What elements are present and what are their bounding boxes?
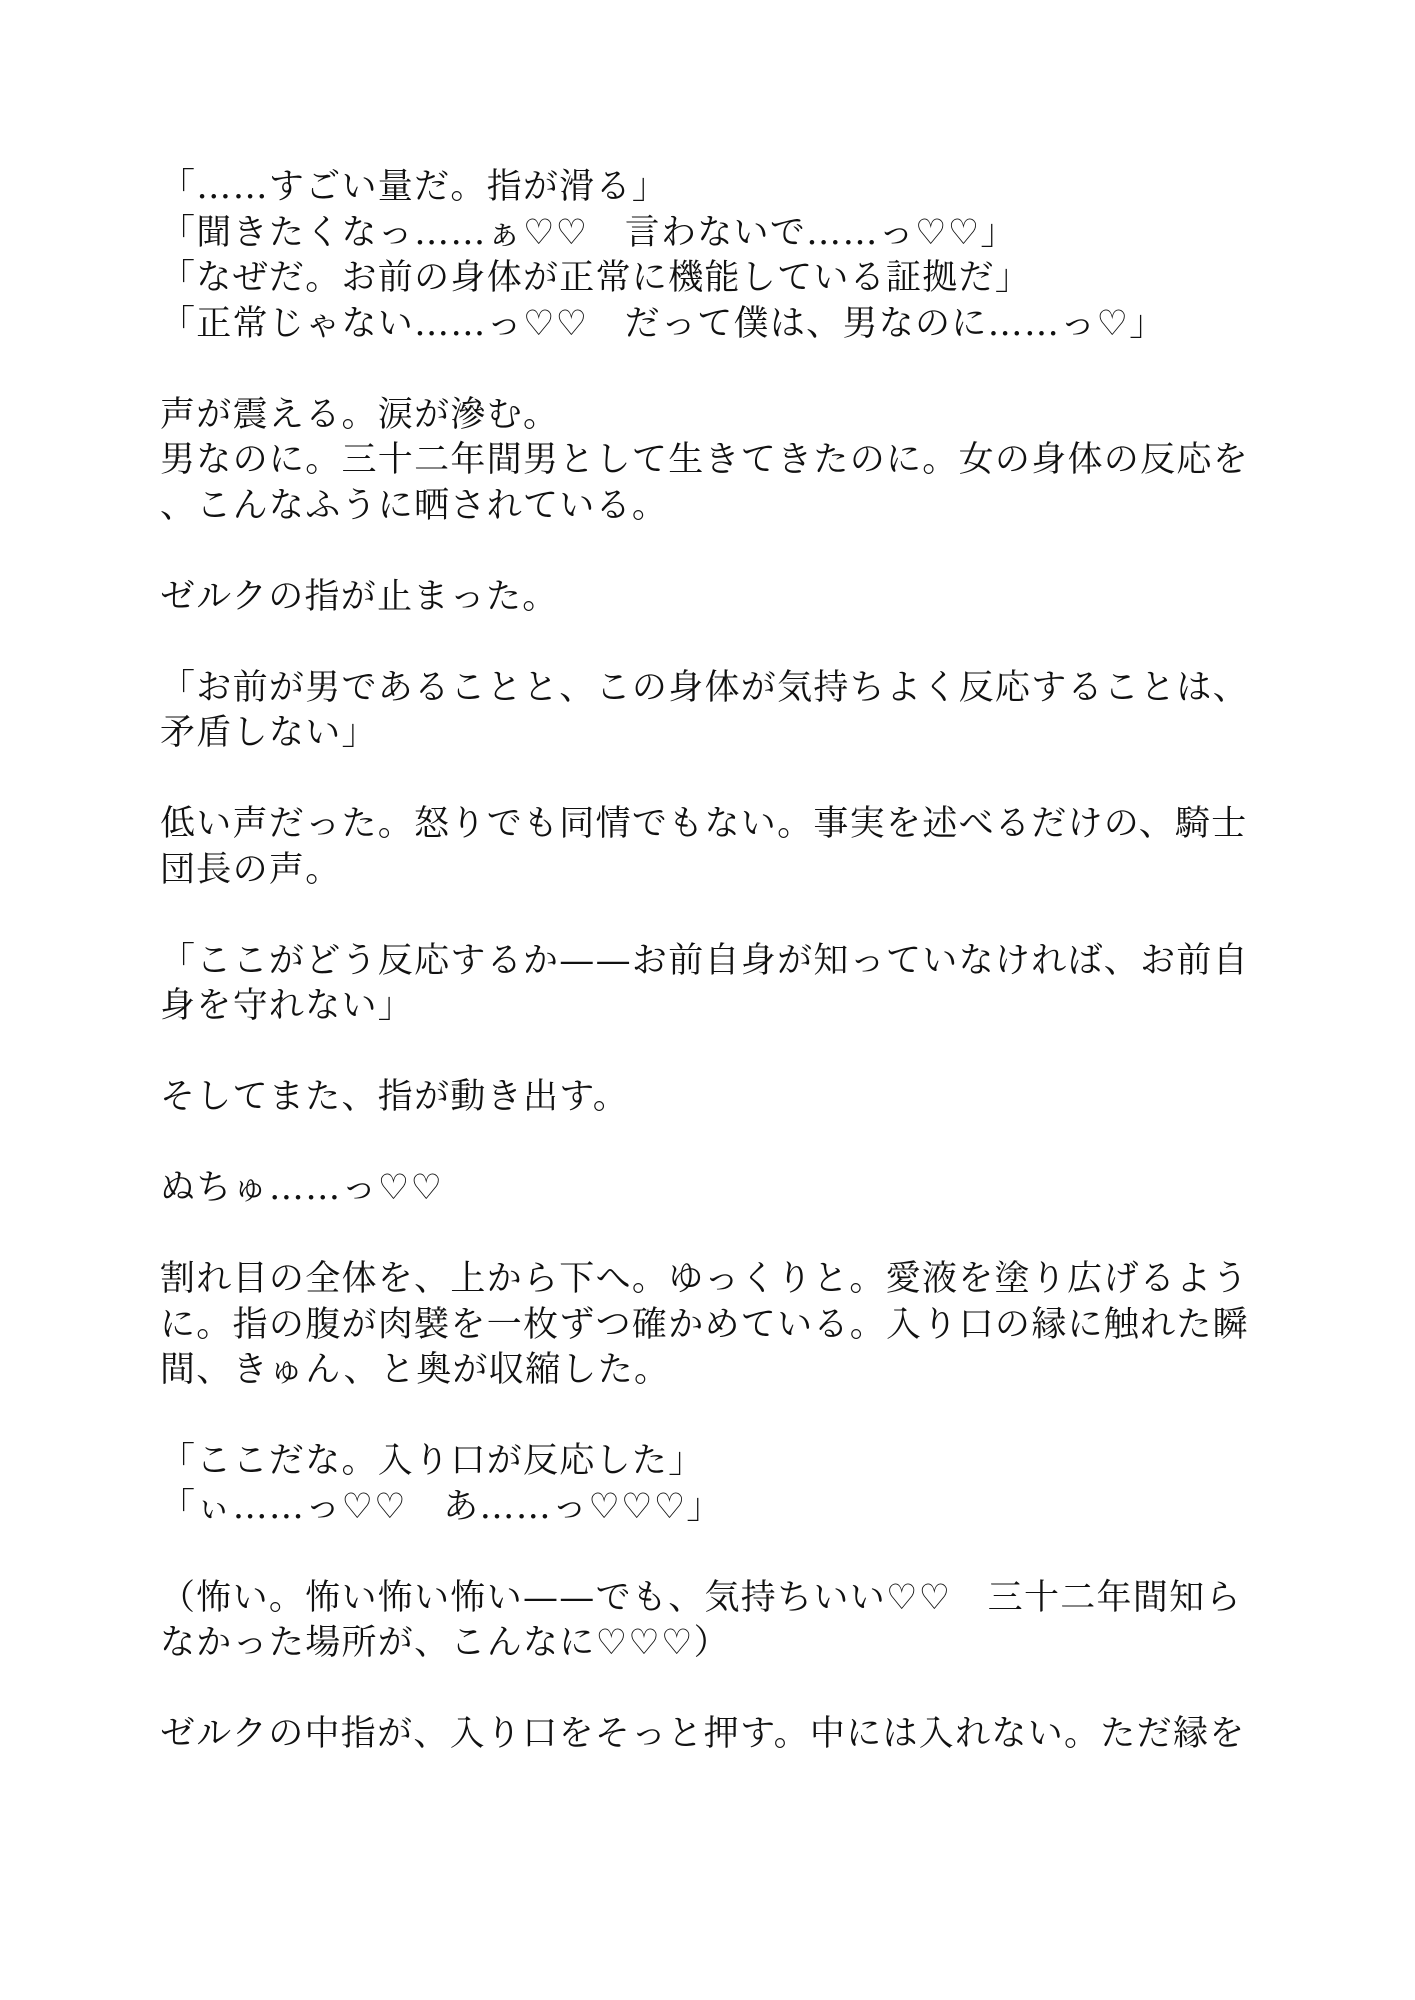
paragraph (160, 575, 1257, 621)
text-line: 「聞きたくなっ……ぁ♡♡ 言わないで……っ♡♡」 (160, 212, 1017, 253)
paragraph (160, 393, 1257, 530)
text-line: 低い声だった。怒りでも同情でもない。事実を述べるだけの、騎士 (160, 804, 1248, 844)
text-line: （怖い。怖い怖い怖い——でも、気持ちいい♡♡ 三十二年間知ら (160, 1577, 1242, 1618)
paragraph (160, 666, 1257, 757)
text-line: 「正常じゃない……っ♡♡ だって僕は、男なのに……っ♡」 (160, 303, 1166, 344)
text-line: 声が震える。涙が滲む。 (160, 394, 560, 435)
text-line: そしてまた、指が動き出す。 (160, 1077, 630, 1117)
text-line: なかった場所が、こんなに♡♡♡） (160, 1623, 730, 1663)
paragraph (160, 165, 1257, 347)
paragraph (160, 1257, 1257, 1394)
text-line: 団長の声。 (160, 849, 342, 890)
text-line: 割れ目の全体を、上から下へ。ゆっくりと。愛液を塗り広げるよう (160, 1259, 1249, 1299)
paragraph (160, 1576, 1257, 1667)
paragraph (160, 1166, 1257, 1212)
text-line: ぬちゅ……っ♡♡ (160, 1168, 444, 1208)
text-line: 「なぜだ。お前の身体が正常に機能している証拠だ」 (160, 258, 1032, 298)
page-body-text (160, 165, 1257, 1758)
text-line: 間、きゅん、と奥が収縮した。 (160, 1350, 671, 1390)
text-line: 男なのに。三十二年間男として生きてきたのに。女の身体の反応を (160, 440, 1250, 480)
text-line: 「ここがどう反応するか——お前自身が知っていなければ、お前自 (160, 940, 1250, 981)
paragraph (160, 802, 1257, 893)
text-line: ゼルクの中指が、入り口をそっと押す。中には入れない。ただ縁を (160, 1714, 1246, 1754)
text-line: 「お前が男であることと、この身体が気持ちよく反応することは、 (160, 667, 1250, 708)
text-line: ゼルクの指が止まった。 (160, 576, 559, 617)
paragraph (160, 939, 1257, 1030)
text-line: に。指の腹が肉襞を一枚ずつ確かめている。入り口の縁に触れた瞬 (160, 1304, 1250, 1345)
paragraph (160, 1712, 1257, 1758)
text-line: 身を守れない」 (160, 986, 415, 1026)
text-line: 、こんなふうに晒されている。 (160, 485, 669, 526)
paragraph (160, 1075, 1257, 1121)
text-line: 「ぃ……っ♡♡ あ……っ♡♡♡」 (160, 1486, 723, 1527)
paragraph (160, 1439, 1257, 1530)
text-line: 「ここだな。入り口が反応した」 (160, 1441, 705, 1481)
text-line: 矛盾しない」 (160, 713, 378, 753)
text-line: 「……すごい量だ。指が滑る」 (160, 167, 669, 207)
